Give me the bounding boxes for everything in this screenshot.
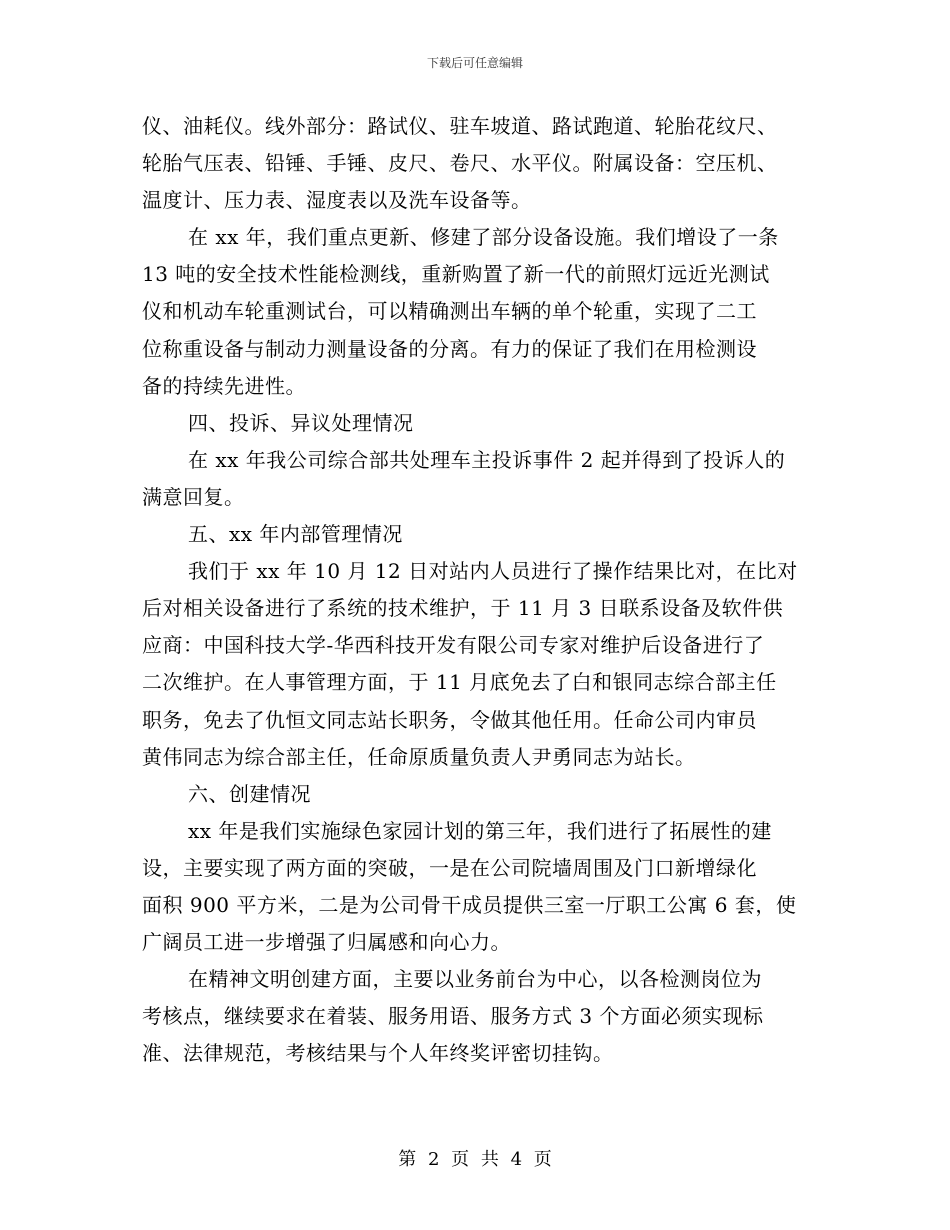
body-line: 温度计、压力表、湿度表以及洗车设备等。	[142, 188, 532, 213]
body-line: 满意回复。	[142, 484, 245, 509]
body-line: 应商：中国科技大学-华西科技开发有限公司专家对维护后设备进行了	[142, 633, 765, 658]
body-line: 位称重设备与制动力测量设备的分离。有力的保证了我们在用检测设	[142, 336, 757, 361]
section-heading: 四、投诉、异议处理情况	[188, 410, 414, 435]
body-line: 后对相关设备进行了系统的技术维护，于 11 月 3 日联系设备及软件供	[142, 596, 784, 621]
body-line: 黄伟同志为综合部主任，任命原质量负责人尹勇同志为站长。	[142, 744, 696, 769]
body-line: 我们于 xx 年 10 月 12 日对站内人员进行了操作结果比对，在比对	[188, 559, 798, 584]
section-heading: 六、创建情况	[188, 781, 311, 806]
body-line: 备的持续先进性。	[142, 373, 306, 398]
body-line: 在精神文明创建方面，主要以业务前台为中心，以各检测岗位为	[188, 967, 762, 992]
page-header: 下载后可任意编辑	[426, 56, 523, 70]
body-line: 广阔员工进一步增强了归属感和向心力。	[142, 930, 511, 955]
body-line: 仪和机动车轮重测试台，可以精确测出车辆的单个轮重，实现了二工	[142, 299, 757, 324]
body-line: 准、法律规范，考核结果与个人年终奖评密切挂钩。	[142, 1041, 614, 1066]
body-line: 轮胎气压表、铅锤、手锤、皮尺、卷尺、水平仪。附属设备：空压机、	[142, 151, 778, 176]
body-line: xx 年是我们实施绿色家园计划的第三年，我们进行了拓展性的建	[188, 818, 772, 843]
body-line: 二次维护。在人事管理方面，于 11 月底免去了白和银同志综合部主任	[142, 670, 777, 695]
body-line: 仪、油耗仪。线外部分：路试仪、驻车坡道、路试跑道、轮胎花纹尺、	[142, 114, 778, 138]
body-line: 13 吨的安全技术性能检测线，重新购置了新一代的前照灯远近光测试	[142, 262, 770, 287]
body-line: 设，主要实现了两方面的突破，一是在公司院墙周围及门口新增绿化	[142, 855, 757, 880]
body-line: 职务，免去了仇恒文同志站长职务，令做其他任用。任命公司内审员	[142, 707, 757, 732]
section-heading: 五、xx 年内部管理情况	[188, 522, 403, 547]
page-number: 第 2 页 共 4 页	[398, 1149, 552, 1170]
document-body	[142, 108, 810, 1072]
body-line: 面积 900 平方米，二是为公司骨干成员提供三室一厅职工公寓 6 套，使	[142, 892, 797, 917]
body-line: 考核点，继续要求在着装、服务用语、服务方式 3 个方面必须实现标	[142, 1004, 764, 1029]
body-line: 在 xx 年我公司综合部共处理车主投诉事件 2 起并得到了投诉人的	[188, 447, 786, 472]
body-line: 在 xx 年，我们重点更新、修建了部分设备设施。我们增设了一条	[188, 225, 779, 250]
